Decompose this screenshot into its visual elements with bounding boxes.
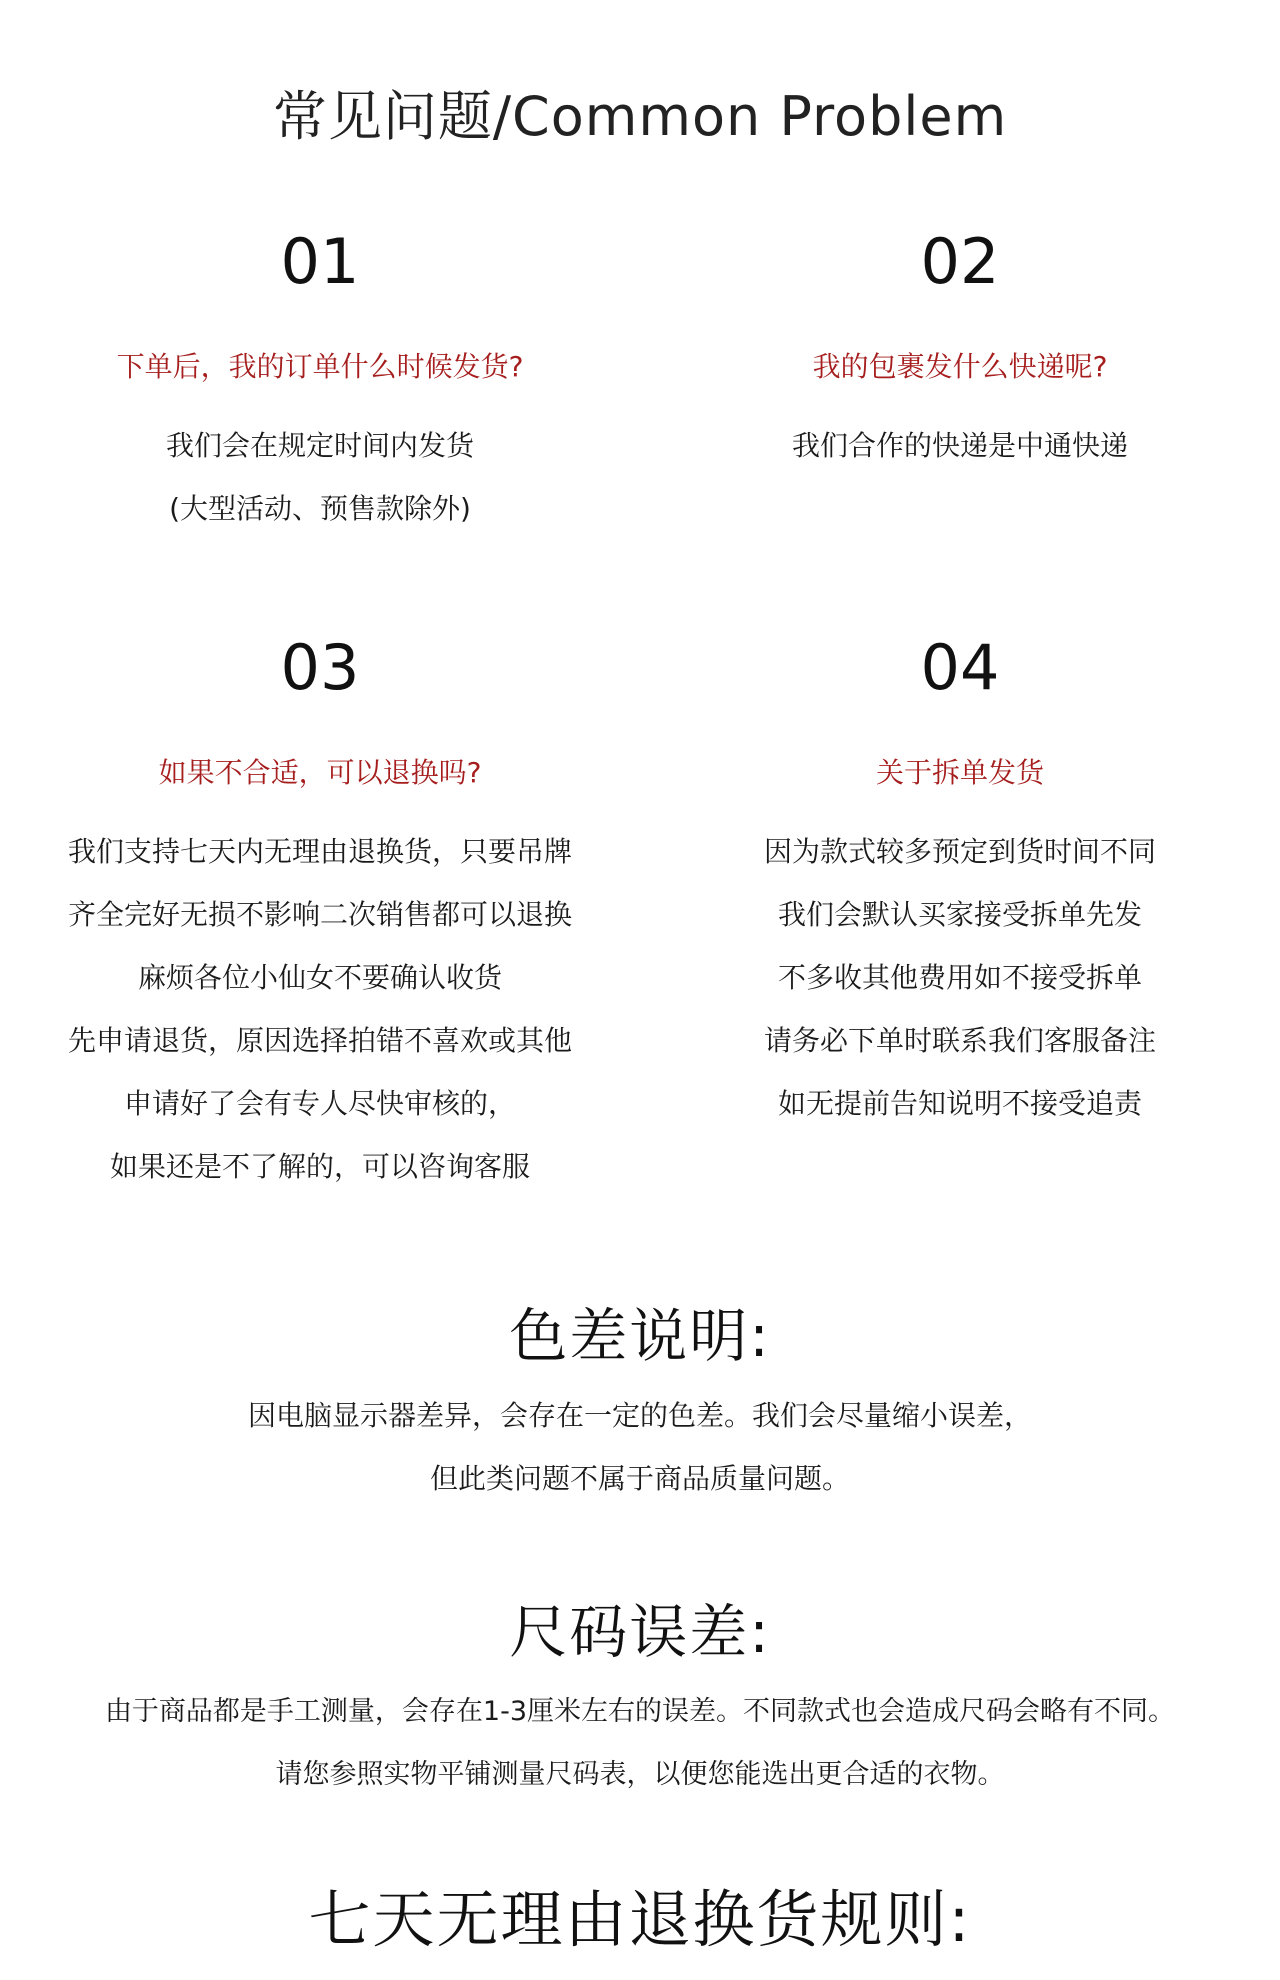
color-difference-section — [0, 1296, 1280, 1510]
faq-number: 03 — [280, 631, 360, 704]
faq-answer-line: 我们支持七天内无理由退换货，只要吊牌 — [67, 835, 572, 868]
section-heading: 色差说明: — [509, 1302, 771, 1370]
section-line: 但此类问题不属于商品质量问题。 — [429, 1462, 850, 1495]
faq-answer — [640, 414, 1280, 477]
faq-question: 如果不合适，可以退换吗? — [158, 756, 482, 789]
section-line: 由于商品都是手工测量，会存在1-3厘米左右的误差。不同款式也会造成尺码会略有不同。 — [104, 1696, 1176, 1727]
faq-answer-line: 因为款式较多预定到货时间不同 — [763, 835, 1156, 868]
faq-question: 关于拆单发货 — [875, 756, 1044, 789]
faq-answer — [0, 414, 640, 540]
faq-number: 04 — [920, 631, 1000, 704]
faq-answer-line: 麻烦各位小仙女不要确认收货 — [137, 961, 502, 994]
faq-answer-line: 申请好了会有专人尽快审核的， — [123, 1087, 516, 1120]
faq-answer-line: 齐全完好无损不影响二次销售都可以退换 — [67, 898, 572, 931]
faq-answer-line: 我们合作的快递是中通快递 — [791, 429, 1128, 462]
faq-item-04 — [640, 628, 1280, 1135]
faq-question: 我的包裹发什么快递呢? — [812, 350, 1108, 383]
faq-answer-line: 请务必下单时联系我们客服备注 — [763, 1024, 1156, 1057]
section-body — [0, 1680, 1280, 1806]
faq-answer-line: 我们会默认买家接受拆单先发 — [777, 898, 1142, 931]
page-title: 常见问题/Common Problem — [272, 85, 1008, 148]
faq-answer-line: 我们会在规定时间内发货 — [165, 429, 474, 462]
return-rules-section — [0, 1880, 1280, 1960]
section-heading: 尺码误差: — [509, 1598, 771, 1666]
section-body — [0, 1384, 1280, 1510]
faq-item-03 — [0, 628, 640, 1198]
faq-answer-line: 不多收其他费用如不接受拆单 — [777, 961, 1142, 994]
faq-answer-line: 如果还是不了解的，可以咨询客服 — [109, 1150, 530, 1183]
faq-item-01 — [0, 222, 640, 540]
faq-answer-line: 先申请退货，原因选择拍错不喜欢或其他 — [67, 1024, 572, 1057]
faq-answer-line: (大型活动、预售款除外) — [169, 492, 471, 525]
size-error-section — [0, 1592, 1280, 1806]
faq-answer-line: 如无提前告知说明不接受追责 — [777, 1087, 1142, 1120]
faq-question: 下单后，我的订单什么时候发货? — [116, 350, 524, 383]
faq-number: 01 — [280, 225, 360, 298]
section-heading: 七天无理由退换货规则: — [308, 1883, 972, 1956]
faq-answer — [0, 820, 640, 1198]
faq-number: 02 — [920, 225, 1000, 298]
faq-item-02 — [640, 222, 1280, 477]
faq-answer — [640, 820, 1280, 1135]
section-line: 因电脑显示器差异，会存在一定的色差。我们会尽量缩小误差， — [247, 1399, 1032, 1432]
section-line: 请您参照实物平铺测量尺码表，以便您能选出更合适的衣物。 — [275, 1759, 1005, 1790]
